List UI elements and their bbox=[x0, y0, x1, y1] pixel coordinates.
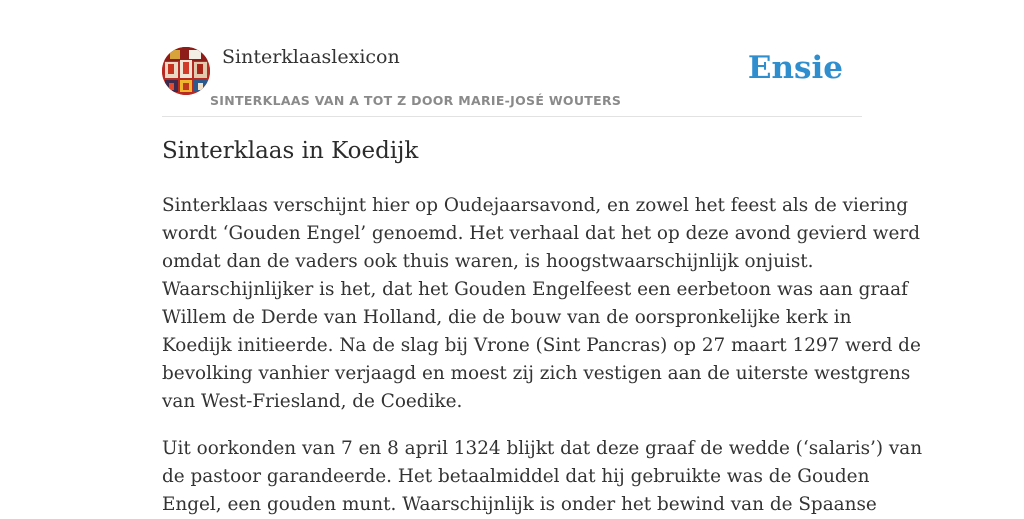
page-container bbox=[162, 0, 923, 515]
site-header bbox=[162, 0, 862, 117]
paragraph-line: Sinterklaas verschijnt hier op Oudejaarsavond, en zowel het feest als de viering bbox=[162, 195, 909, 216]
paragraph-line: Uit oorkonden van 7 en 8 april 1324 blijkt dat deze graaf de wedde (‘salaris’) van bbox=[162, 438, 923, 459]
article-paragraph-1 bbox=[162, 192, 921, 416]
sinterklaas-collage-icon bbox=[162, 47, 210, 95]
article-paragraph-2 bbox=[162, 435, 923, 519]
paragraph-line: de pastoor garandeerde. Het betaalmiddel dat hij gebruikte was de Gouden bbox=[162, 466, 870, 487]
paragraph-line: wordt ‘Gouden Engel’ genoemd. Het verhaal dat het op deze avond gevierd werd bbox=[162, 223, 920, 244]
avatar[interactable] bbox=[162, 47, 210, 95]
paragraph-line: Engel, een gouden munt. Waarschijnlijk is onder het bewind van de Spaanse bbox=[162, 494, 877, 515]
site-subtitle: SINTERKLAAS VAN A TOT Z DOOR MARIE-JOSÉ WOUTERS bbox=[210, 93, 622, 108]
paragraph-line: Koedijk initieerde. Na de slag bij Vrone (Sint Pancras) op 27 maart 1297 werd de bbox=[162, 335, 921, 356]
ensie-logo[interactable]: Ensie bbox=[747, 50, 843, 86]
paragraph-line: Willem de Derde van Holland, die de bouw van de oorspronkelijke kerk in bbox=[162, 307, 852, 328]
paragraph-line: bevolking vanhier verjaagd en moest zij zich vestigen aan de uiterste westgrens bbox=[162, 363, 911, 384]
paragraph-line: Waarschijnlijker is het, dat het Gouden Engelfeest een eerbetoon was aan graaf bbox=[162, 279, 908, 300]
site-name[interactable]: Sinterklaaslexicon bbox=[222, 46, 400, 68]
paragraph-line: omdat dan de vaders ook thuis waren, is hoogstwaarschijnlijk onjuist. bbox=[162, 251, 814, 272]
paragraph-line: van West-Friesland, de Coedike. bbox=[162, 391, 463, 412]
article-title: Sinterklaas in Koedijk bbox=[162, 138, 419, 164]
